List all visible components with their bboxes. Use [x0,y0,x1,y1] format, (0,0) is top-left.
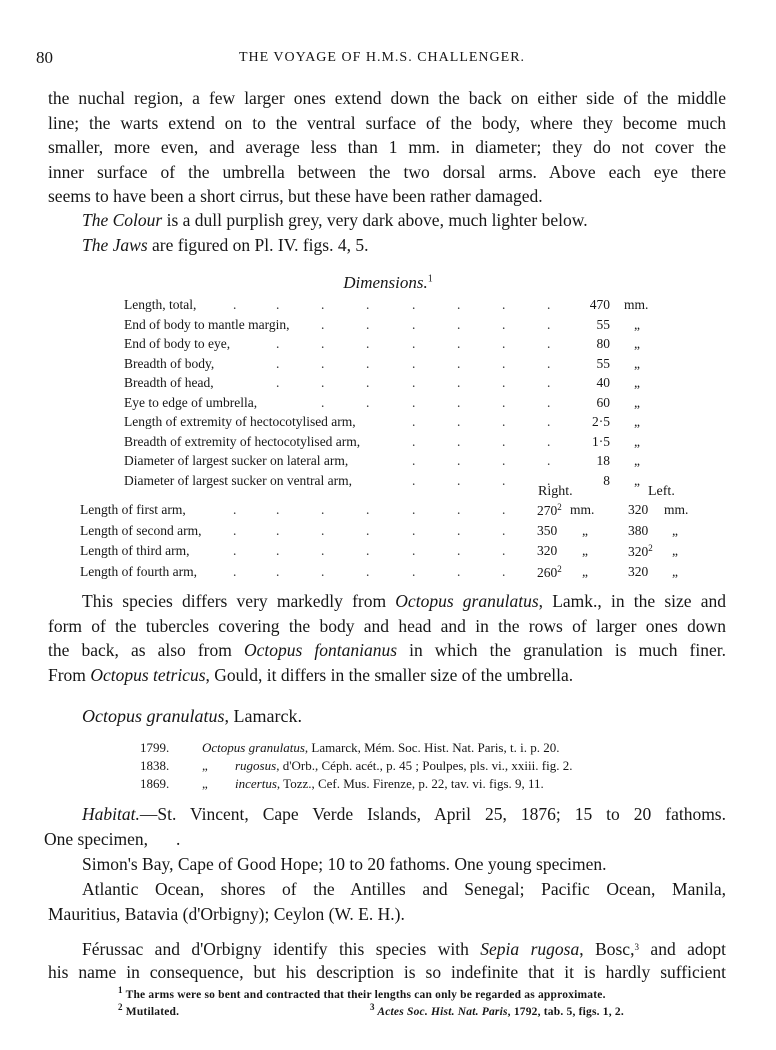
dimension-label: Length, total, [124,297,197,312]
text-line: inner surface of the umbrella between the two dorsal arms. Above each eye there [48,161,726,182]
leader-dot: . [321,502,325,517]
footnote-title: Actes Soc. Hist. Nat. Paris [374,1006,508,1018]
dimension-unit: „ [634,336,640,351]
leader-dot: . [412,472,416,488]
footnote-text: The arms were so bent and contracted that their lengths can only be regarded as approximate. [122,989,606,1001]
text-run: Férussac and d'Orbigny identify this species with [82,939,481,959]
text-run: From [48,664,91,685]
arm-label: Length of third arm, [80,543,190,558]
leader-dot: . [321,543,325,558]
leader-dot: . [502,502,506,517]
dimension-row [0,336,776,355]
dimension-unit: „ [634,414,640,429]
dimension-value: 80 [596,336,610,351]
dimension-unit: mm. [624,297,649,312]
dimension-row [0,395,776,414]
right-unit: „ [582,543,588,558]
synonymy-name: incertus [235,776,277,791]
leader-dot: . [366,394,370,410]
leader-dot: . [412,543,416,558]
leader-dot: . [502,297,506,312]
leader-dot: . [366,297,370,312]
right-value [537,564,562,581]
left-value-number: 320 [628,502,649,517]
text-line: line; the warts extend on to the ventral surface of the body, where they become much [48,112,726,133]
species-name: Octopus fontanianus [243,640,398,660]
comparison-paragraph [48,589,726,687]
right-value-number: 320 [537,543,558,558]
leader-dot: . [233,543,237,558]
intro-paragraph [48,86,726,209]
leader-dot: . [412,355,416,371]
dimension-value: 60 [596,394,610,410]
right-value-number: 350 [537,522,558,538]
dimension-label: Diameter of largest sucker on ventral arm, [124,472,353,488]
dimension-row [0,434,776,453]
leader-dot: . [321,394,325,410]
leader-dot: . [276,563,280,579]
footnote-1 [118,985,606,1001]
ditto-mark: „ [202,776,208,791]
text-line: his name in consequence, but his description is so indefinite that it is hardly sufficient [48,961,726,982]
leader-dot: . [321,355,325,371]
text-run: , Bosc, [579,939,635,959]
text-line: form of the tubercles covering the body and head and in the rows of larger ones down [48,615,726,636]
text-line: the nuchal region, a few larger ones extend down the back on either side of the middle [48,88,726,108]
footnote-2 [118,1002,179,1018]
species-name: Octopus tetricus [90,664,206,685]
footnote-number: 2 [118,1002,123,1012]
leader-dot: . [547,355,551,371]
dimensions-title [0,273,776,293]
leader-dot: . [502,316,506,332]
dimension-value: 18 [596,453,610,468]
text-line [48,233,726,258]
leader-dot: . [547,472,551,488]
text-line: One specimen, . [44,828,181,849]
column-header-left: Left. [648,484,675,499]
dimension-unit: „ [634,453,640,468]
leader-dot: . [502,472,506,488]
leader-dot: . [412,563,416,579]
leader-dot: . [412,414,416,429]
synonymy-year: 1799. [140,740,170,755]
leader-dot: . [412,453,416,468]
arm-length-row [0,543,776,562]
leader-dot: . [502,394,506,410]
leader-dot: . [366,316,370,332]
synonymy-name: Octopus granulatus [202,740,305,755]
leader-dot: . [457,394,461,410]
leader-dot: . [412,375,416,390]
leader-dot: . [321,297,325,312]
dimension-label: Breadth of head, [124,375,214,390]
dimensions-title-text: Dimensions. [343,273,428,292]
left-value [628,502,648,518]
leader-dot: . [366,355,370,371]
text-line: Atlantic Ocean, shores of the Antilles and Senegal; Pacific Ocean, Manila, [82,879,726,899]
leader-dot: . [321,336,325,351]
leader-dot: . [276,502,280,517]
leader-dot: . [366,375,370,390]
species-name: Octopus granulatus [395,591,539,611]
dimension-row [0,453,776,472]
dimension-value: 8 [603,472,610,488]
leader-dot: . [502,414,506,429]
leader-dot: . [547,394,551,410]
closing-paragraph [48,935,726,984]
synonymy-year: 1869. [140,776,170,791]
dimension-value: 2·5 [592,414,610,429]
text-run: This species differs very markedly from [82,591,396,611]
right-unit: „ [582,522,588,538]
footnote-text: , 1792, tab. 5, figs. 1, 2. [507,1006,624,1018]
leader-dot: . [502,336,506,351]
right-unit: mm. [570,502,595,517]
dimension-unit: „ [634,316,640,332]
leader-dot: . [457,375,461,390]
right-unit: „ [582,563,588,579]
leader-dot: . [276,297,280,312]
arm-length-row [0,502,776,521]
footnote-ref: 2 [648,543,653,553]
leader-dot: . [502,375,506,390]
leader-dot: . [502,433,506,449]
leader-dot: . [276,336,280,351]
jaws-text: are figured on Pl. IV. figs. 4, 5. [147,235,369,255]
dimension-unit: „ [634,394,640,410]
synonymy-text [235,776,544,792]
dimension-value: 55 [596,316,610,332]
left-value [628,543,653,560]
leader-dot: . [457,316,461,332]
leader-dot: . [457,522,461,538]
left-value [628,564,648,580]
text-line: Simon's Bay, Cape of Good Hope; 10 to 20 fathoms. One young specimen. [82,854,607,874]
leader-dot: . [321,563,325,579]
leader-dot: . [502,543,506,558]
footnote-ref: 3 [634,942,639,952]
leader-dot: . [547,316,551,332]
jaws-paragraph [48,233,726,258]
dimension-unit: „ [634,355,640,371]
leader-dot: . [457,453,461,468]
leader-dot: . [457,433,461,449]
arm-length-row [0,564,776,583]
left-unit: „ [672,522,678,538]
dimension-unit: „ [634,433,640,449]
leader-dot: . [457,336,461,351]
footnote-ref: 1 [427,273,433,285]
leader-dot: . [412,522,416,538]
dimension-label: Length of extremity of hectocotylised arm, [124,414,356,429]
leader-dot: . [366,502,370,517]
dimension-row [0,356,776,375]
leader-dot: . [233,522,237,538]
arm-label: Length of second arm, [80,522,202,538]
dimension-row [0,317,776,336]
footnote-text: Mutilated. [122,1006,180,1018]
left-value [628,523,648,539]
leader-dot: . [457,502,461,517]
text-run: , Lamk., in the size and [538,591,726,611]
text-run: and adopt [638,939,727,959]
leader-dot: . [321,316,325,332]
leader-dot: . [321,375,325,390]
arm-label: Length of first arm, [80,502,186,517]
left-unit: mm. [664,502,689,517]
species-heading [82,706,302,727]
dimension-value: 40 [596,375,610,390]
leader-dot: . [502,563,506,579]
leader-dot: . [547,297,551,312]
column-header-right: Right. [538,484,573,499]
leader-dot: . [233,502,237,517]
footnote-ref: 2 [557,502,562,512]
species-heading-name: Octopus granulatus [82,706,225,726]
text-run: One specimen, [44,828,148,849]
habitat-paragraph [44,802,726,851]
text-line: seems to have been a short cirrus, but these have been rather damaged. [48,186,543,206]
leader-dot: . [547,433,551,449]
leader-dot: . [502,355,506,371]
left-unit: „ [672,563,678,579]
ditto-mark: „ [202,758,208,773]
right-value [537,502,562,519]
habitat-label: Habitat. [82,804,140,824]
dimension-label: Diameter of largest sucker on lateral arm, [124,453,349,468]
leader-dot: . [457,297,461,312]
leader-dot: . [412,433,416,449]
text-run: in which the granulation is much finer. [397,640,726,660]
dimension-label: Breadth of extremity of hectocotylised arm, [124,433,361,449]
synonymy-year: 1838. [140,758,170,773]
leader-dot: . [412,297,416,312]
text-line [48,638,726,663]
synonymy-name: rugosus [235,758,277,773]
text-run: the back, as also from [48,640,244,660]
species-name: Sepia rugosa [480,939,580,959]
leader-dot: . [366,522,370,538]
right-value-number: 260 [537,564,558,580]
text-line [48,589,726,614]
arm-label: Length of fourth arm, [80,563,197,579]
leader-dot: . [233,563,237,579]
leader-dot: . [412,394,416,410]
synonymy-ref: , Tozz., Cef. Mus. Firenze, p. 22, tav. vi. figs. 9, 11. [276,776,544,791]
dimension-unit: „ [634,472,640,488]
text-line [48,935,726,960]
leader-dot: . [457,543,461,558]
jaws-label: The Jaws [82,235,148,255]
text-line: smaller, more even, and average less than 1 mm. in diameter; they do not cover the [48,137,726,157]
synonymy-ref: , Lamarck, Mém. Soc. Hist. Nat. Paris, t. i. p. 20. [304,740,560,755]
arm-length-row [0,523,776,542]
habitat-paragraph-3 [48,877,726,926]
text-run: , Gould, it differs in the smaller size of the umbrella. [205,664,574,685]
leader-dot: . [366,563,370,579]
leader-dot: . [412,336,416,351]
dimension-unit: „ [634,375,640,390]
leader-dot: . [276,522,280,538]
colour-paragraph [48,208,726,233]
synonymy-ref: , d'Orb., Céph. acét., p. 45 ; Poulpes, pls. vi., xxiii. fig. 2. [276,758,573,773]
right-value-number: 270 [537,503,558,518]
leader-dot: . [502,522,506,538]
leader-dot: . [547,453,551,468]
running-header [36,48,728,68]
text-line [48,802,726,827]
dimension-row [0,297,776,316]
dimension-label: Eye to edge of umbrella, [124,394,258,410]
text-line [48,208,726,233]
leader-dot: . [457,355,461,371]
dimension-label: End of body to eye, [124,336,231,351]
dimension-label: End of body to mantle margin, [124,316,290,332]
dimension-value: 470 [589,297,610,312]
dimension-row [0,375,776,394]
leader-dot: . [276,543,280,558]
left-value-number: 320 [628,563,649,579]
text-line [48,663,726,688]
running-title: THE VOYAGE OF H.M.S. CHALLENGER. [238,50,526,65]
right-value [537,523,557,539]
leader-dot: . [276,375,280,390]
synonymy-text [235,758,572,774]
synonymy-text [202,740,559,756]
leader-dot: . [412,316,416,332]
leader-dot: . [366,543,370,558]
leader-dot: . [457,414,461,429]
leader-dot: . [547,336,551,351]
right-value [537,543,557,559]
habitat-paragraph-2 [48,852,726,877]
leader-dot: . [547,375,551,390]
footnote-number: 3 [370,1002,375,1012]
left-value-number: 380 [628,522,649,538]
footnote-ref: 2 [557,563,562,574]
dimension-value: 55 [596,355,610,371]
leader-dot: . [457,563,461,579]
leader-dot: . [233,297,237,312]
leader-dot: . [276,355,280,371]
dimension-label: Breadth of body, [124,355,215,371]
leader-dot: . [366,336,370,351]
leader-dot: . [412,502,416,517]
dimension-row [0,414,776,433]
footnote-number: 1 [118,985,123,995]
left-unit: „ [672,543,678,558]
colour-text: is a dull purplish grey, very dark above, much lighter below. [162,210,588,230]
species-heading-author: , Lamarck. [224,706,302,726]
dimension-value: 1·5 [592,433,610,449]
footnote-3 [370,1002,624,1018]
leader-dot: . [457,472,461,488]
leader-dot: . [321,522,325,538]
text-line: Mauritius, Batavia (d'Orbigny); Ceylon (W. E. H.). [48,903,405,924]
leader-dot: . [547,414,551,429]
leader-dot: . [502,453,506,468]
left-value-number: 320 [628,544,649,559]
page-number: 80 [36,48,53,67]
text-run: —St. Vincent, Cape Verde Islands, April 25, 1876; 15 to 20 fathoms. [139,804,726,824]
colour-label: The Colour [82,210,163,230]
